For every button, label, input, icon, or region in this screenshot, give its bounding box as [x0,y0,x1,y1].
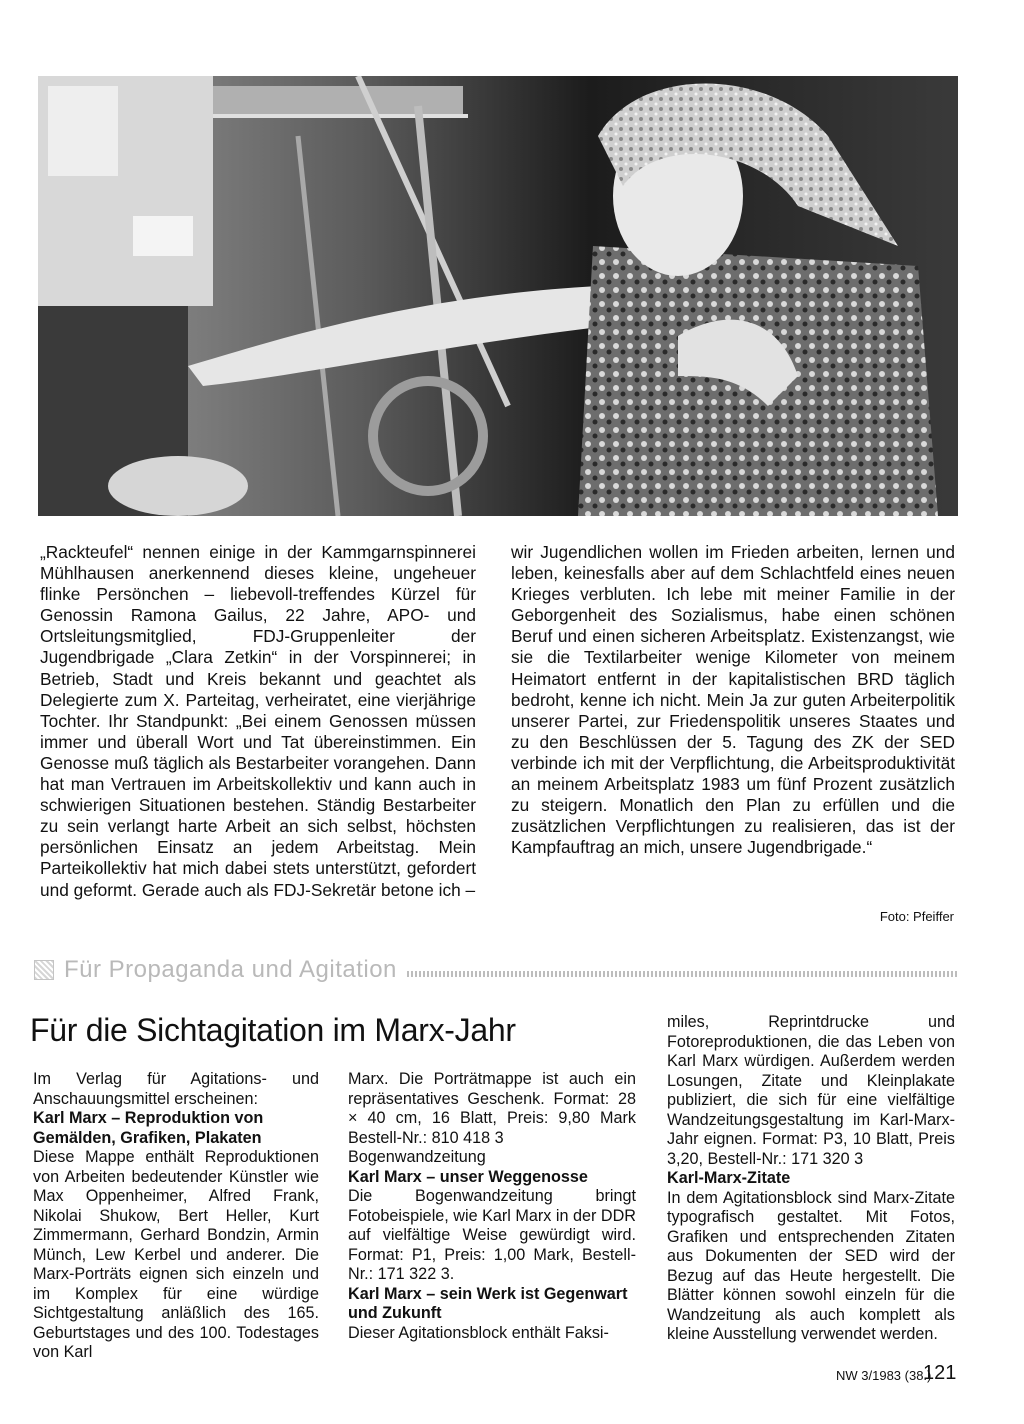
page-number: 121 [923,1362,957,1384]
feature-text-1: Diese Mappe enthält Reproduktionen von Arbeiten bedeutender Künstler wie Max Oppenheimer, Alfred Frank, Nikolai Shukow, Bert Heller, Kurt Zimmermann, Gerhard Bondzin, Armin Münch, Lew Kerbel und anderer. Die Marx-Porträts eignen sich einzeln und im Komplex für eine würdige Sichtgestaltung anläßlich des 165. Geburtstages und des 100. Todestages von Karl [33,1148,319,1361]
section-title: Für Propaganda und Agitation [64,956,397,983]
article-photo [38,76,958,516]
feature-headline: Für die Sichtagitation im Marx-Jahr [30,1012,516,1048]
feature-text-2: Marx. Die Porträtmappe ist auch ein repräsentatives Geschenk. Format: 28 × 40 cm, 16 Blatt, Preis: 9,80 Mark Bestell-Nr.: 810 418 3 [348,1070,636,1147]
article-text-1: „Rackteufel“ nennen einige in der Kammgarnspinnerei Mühlhausen anerkennend dieses kleine, ungeheuer flinke Persönchen – liebevoll-treffendes Kürzel für Genossin Ramona Gailus, 22 Jahre, APO- und Ortsleitungsmitglied, FDJ-Gruppenleiter der Jugendbrigade „Clara Zetkin“ in der Vorspinnerei; in Betrieb, Stadt und Kreis bekannt und geachtet als Delegierte zum X. Parteitag, verheiratet, eine vierjährige Tochter. Ihr Standpunkt: „Bei einem Genossen müssen immer und überall Wort und Tat übereinstimmen. Ein Genosse muß täglich als Bestarbeiter vorangehen. Dann hat man Vertrauen im Arbeitskollektiv und kann auch in schwierigen Situationen bestehen. Ständig Bestarbeiter zu sein verlangt harte Arbeit an sich selbst, höchsten persönlichen Einsatz an jedem Arbeitstag. Mein Parteikollektiv hat mich dabei stets unterstützt, gefordert und geformt. Gerade auch als FDJ-Sekretär betone ich – [40,542,476,900]
feature-subheading-4: Karl-Marx-Zitate [667,1169,791,1187]
feature-column-1 [33,1070,319,1363]
feature-text-5: miles, Reprintdrucke und Fotoreproduktionen, die das Leben von Karl Marx würdigen. Außerdem werden Losungen, Zitate und Kleinplakate publiziert, die sich für eine vielfältige Wandzeitungsgestaltung im Karl-Marx-Jahr eignen. Format: P3, 10 Blatt, Preis 3,20, Bestell-Nr.: 171 320 3 [667,1013,955,1168]
feature-text-3: Die Bogenwandzeitung bringt Fotobeispiele, wie Karl Marx in der DDR auf vielfältige Weise gewürdigt wird. Format: P1, Preis: 1,00 Mark, Bestell-Nr.: 171 322 3. [348,1187,636,1283]
photo-worker-at-spinning-machine [38,76,958,516]
feature-label: Bogenwandzeitung [348,1148,486,1166]
photo-credit: Foto: Pfeiffer [879,909,954,924]
article-text-2: wir Jugendlichen wollen im Frieden arbeiten, lernen und leben, keinesfalls aber auf dem Schlachtfeld eines neuen Krieges verbluten. Ich lebe mit meiner Familie in der Geborgenheit des Sozialismus, habe einen schönen Beruf und einen sicheren Arbeitsplatz. Existenzangst, wie sie die Textilarbeiter wenige Kilometer von meinem Heimatort entfernt in der kapitalistischen BRD täglich bedroht, kenne ich nicht. Mein Ja zur guten Arbeiterpolitik unserer Partei, zur Friedenspolitik unseres Staates und zu den Beschlüssen der 5. Tagung des ZK der SED verbinde ich mit der Verpflichtung, die Arbeitsproduktivität an meinem Arbeitsplatz 1983 um fünf Prozent zusätzlich zu steigern. Monatlich den Plan zu erfüllen und die zusätzlichen Verpflichtungen zu realisieren, das ist der Kampfauftrag an mich, unsere Jugendbrigade.“ [511,542,955,858]
section-header [34,953,958,987]
issue-reference: NW 3/1983 (38.) [836,1368,932,1383]
feature-subheading-1: Karl Marx – Reproduktion von Gemälden, Grafiken, Plakaten [33,1109,264,1147]
feature-intro: Im Verlag für Agitations- und Anschauungsmittel erscheinen: [33,1070,319,1108]
article-column-2 [511,542,955,858]
article-column-1 [40,542,476,901]
section-rule [407,971,958,977]
feature-text-6: In dem Agitationsblock sind Marx-Zitate typografisch gestaltet. Mit Fotos, Grafiken und entsprechenden Zitaten aus Dokumenten der SED wird der Bezug auf das Heute hergestellt. Die Blätter können sowohl einzeln für die Wandzeitung als auch komplett als kleine Ausstellung verwendet werden. [667,1188,955,1343]
feature-subheading-2: Karl Marx – unser Weggenosse [348,1167,588,1186]
feature-subheading-3: Karl Marx – sein Werk ist Gegenwart und Zukunft [348,1284,628,1322]
feature-text-4: Dieser Agitationsblock enthält Faksi- [348,1323,609,1342]
section-icon [34,960,54,980]
feature-column-2 [348,1070,636,1343]
feature-column-3 [667,1013,955,1345]
